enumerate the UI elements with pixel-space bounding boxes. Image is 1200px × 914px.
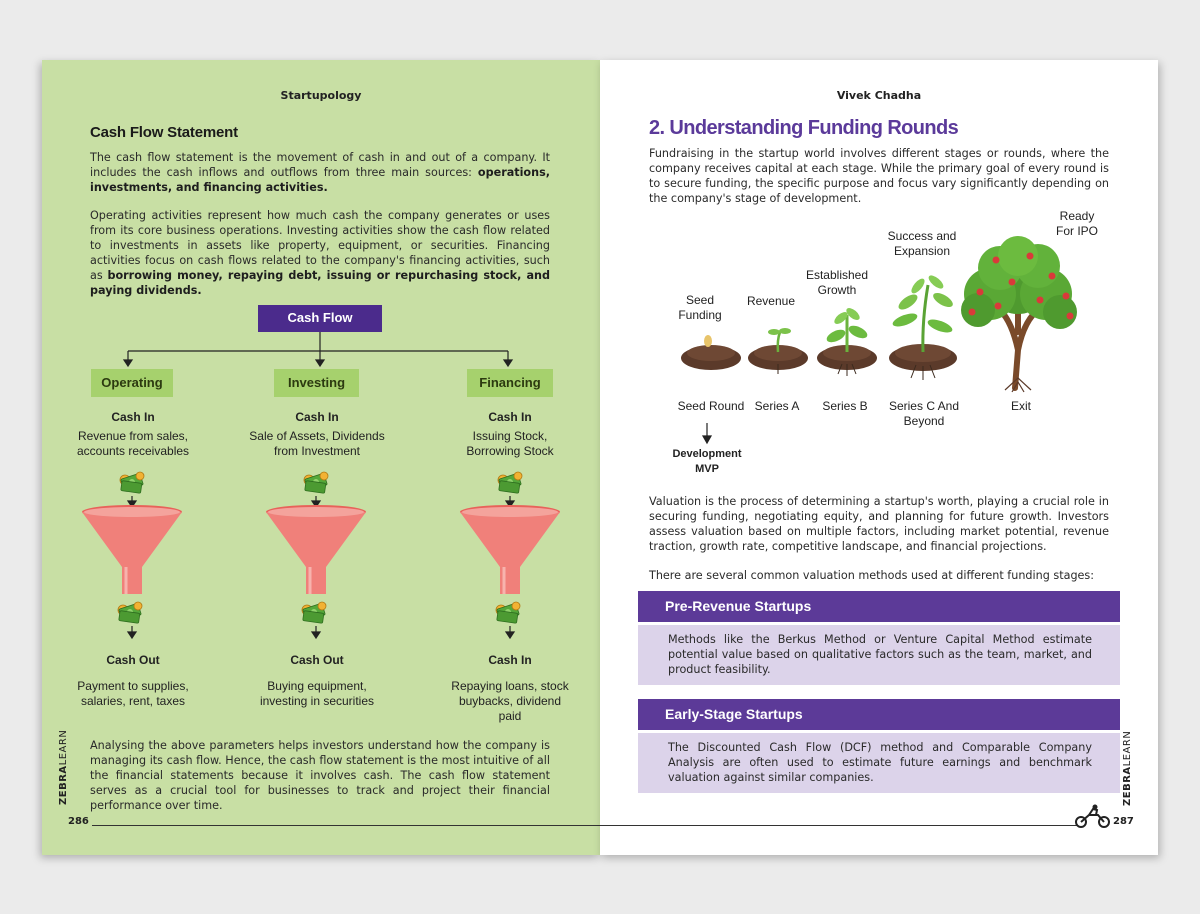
detail-line: Sale of Assets, Dividends (249, 429, 385, 443)
cash-out-label: Cash In (488, 653, 532, 667)
left-page (42, 60, 600, 855)
logo-light: LEARN (1122, 730, 1133, 767)
cash-flow-box: Cash Flow (258, 305, 382, 332)
stage-label-line: Success and (887, 229, 957, 243)
cash-icon (120, 472, 144, 493)
cash-out-label: Cash Out (290, 653, 344, 667)
seedling-icon (817, 306, 877, 376)
logo-bold: ZEBRA (58, 765, 69, 805)
funnel-icon (82, 505, 182, 594)
funnel-icon (266, 505, 366, 594)
detail-line: paid (498, 709, 522, 723)
section-band-early-stage: Early-Stage Startups (638, 699, 1120, 730)
round-label (991, 399, 1051, 414)
cash-icon (302, 602, 326, 623)
cash-icon (498, 472, 522, 493)
cash-icon (118, 602, 142, 623)
detail-line: Revenue from sales, (77, 429, 189, 443)
stage-label-line: For IPO (1055, 224, 1098, 238)
cash-in-label: Cash In (111, 410, 155, 424)
methods-intro: There are several common valuation methods used at different funding stages: (649, 569, 1095, 582)
paragraph-bold: borrowing money, repaying debt, issuing or repurchasing stock, and paying dividends. (90, 269, 550, 297)
development-label (662, 447, 752, 477)
round-label-line: Seed Round (677, 399, 745, 413)
running-head: Startupology (280, 89, 362, 102)
funnel-illustrations (42, 60, 600, 855)
section-heading: 2. Understanding Funding Rounds (649, 117, 959, 139)
funnel-icon (460, 505, 560, 594)
sprout-icon (748, 328, 808, 374)
logo-light: LEARN (58, 729, 69, 766)
closing-paragraph: Analysing the above parameters helps investors understand how the company is managing its cash flow. Hence, the cash flow statement is the most intuitive of all the financial statements because it involves cash. The cash flow statement serves as a crucial tool for businesses to track and project their financial performance over time. (90, 739, 550, 812)
detail-line: accounts receivables (76, 444, 190, 458)
round-label-line: Exit (1010, 399, 1031, 413)
stage-label-line: Growth (817, 283, 857, 297)
detail-line: Issuing Stock, (472, 429, 548, 443)
valuation-paragraph: Valuation is the process of determining a startup's worth, playing a crucial role in securing funding, negotiating equity, and planning for future growth. Investors assess valuation based on multiple factors, including market potential, revenue traction, growth rate, competitive landscape, and financial projections. (649, 495, 1109, 553)
section-panel-early-stage: The Discounted Cash Flow (DCF) method and Comparable Company Analysis are often used to estimate future earnings and benchmark valuation against similar companies. (638, 733, 1120, 793)
stage-label-line: Ready (1059, 209, 1095, 223)
detail-line: salaries, rent, taxes (80, 694, 186, 708)
running-head: Vivek Chadha (836, 89, 922, 102)
logo-bold: ZEBRA (1122, 766, 1133, 806)
cash-in-label: Cash In (295, 410, 339, 424)
zebralearn-logo (58, 730, 69, 805)
development-line: MVP (695, 463, 719, 475)
footer-rule (600, 825, 1078, 826)
tree-icon (961, 236, 1077, 392)
category-financing: Financing (467, 369, 553, 397)
paragraph-text: The cash flow statement is the movement of cash in and out of a company. It includes the cash inflows and outflows from three main sources: (90, 151, 550, 179)
category-investing: Investing (274, 369, 359, 397)
motorcycle-rider-icon (1074, 805, 1114, 829)
detail-line: Buying equipment, (267, 679, 367, 693)
detail-line: investing in securities (259, 694, 375, 708)
detail-line: Payment to supplies, (77, 679, 189, 693)
right-page (600, 60, 1158, 855)
detail-line: Borrowing Stock (466, 444, 554, 458)
round-label (874, 399, 974, 429)
stage-label-line: Seed (685, 293, 715, 307)
stage-label-line: Expansion (893, 244, 951, 258)
footer-rule (92, 825, 600, 826)
cash-in-label: Cash In (488, 410, 532, 424)
cash-icon (496, 602, 520, 623)
category-operating: Operating (91, 369, 173, 397)
round-label-line: Series B (822, 399, 868, 413)
detail-line: buybacks, dividend (458, 694, 562, 708)
section-panel-pre-revenue: Methods like the Berkus Method or Venture Capital Method estimate potential value based on qualitative factors such as the team, market, and product feasibility. (638, 625, 1120, 685)
young-plant-icon (889, 273, 957, 380)
detail-line: Repaying loans, stock (451, 679, 569, 693)
section-heading: Cash Flow Statement (90, 124, 238, 141)
cash-icon (304, 472, 328, 493)
paragraph-text: Operating activities represent how much cash the company generates or uses from its core business operations. Investing activities show the cash flow related to investments in assets like property, equipment, or securities. Financing activities focus on cash flows related to the company's financing activities, such as (90, 209, 550, 282)
stage-label-line: Revenue (746, 294, 796, 308)
round-label-line: Series A (754, 399, 800, 413)
section-band-pre-revenue: Pre-Revenue Startups (638, 591, 1120, 622)
cash-out-label: Cash Out (106, 653, 160, 667)
stage-label-line: Established (805, 268, 869, 282)
development-line: Development (672, 448, 742, 460)
page-number: 286 (68, 816, 89, 827)
round-label (805, 399, 885, 414)
zebralearn-logo (1122, 731, 1133, 806)
down-arrow-icon (703, 423, 711, 443)
detail-line: from Investment (273, 444, 361, 458)
paragraph-bold: operations, investments, and financing activities. (90, 166, 550, 194)
page-number: 287 (1113, 816, 1134, 827)
intro-paragraph: Fundraising in the startup world involves different stages or rounds, where the company receives capital at each stage. While the primary goal of every round is to secure funding, the specific purpose and focus vary significantly depending on the company's stage of development. (649, 147, 1109, 205)
stage-label-line: Funding (678, 308, 722, 322)
round-label-line: Beyond (903, 414, 945, 428)
round-label-line: Series C And (888, 399, 960, 413)
soil-mound-icon (681, 335, 741, 370)
